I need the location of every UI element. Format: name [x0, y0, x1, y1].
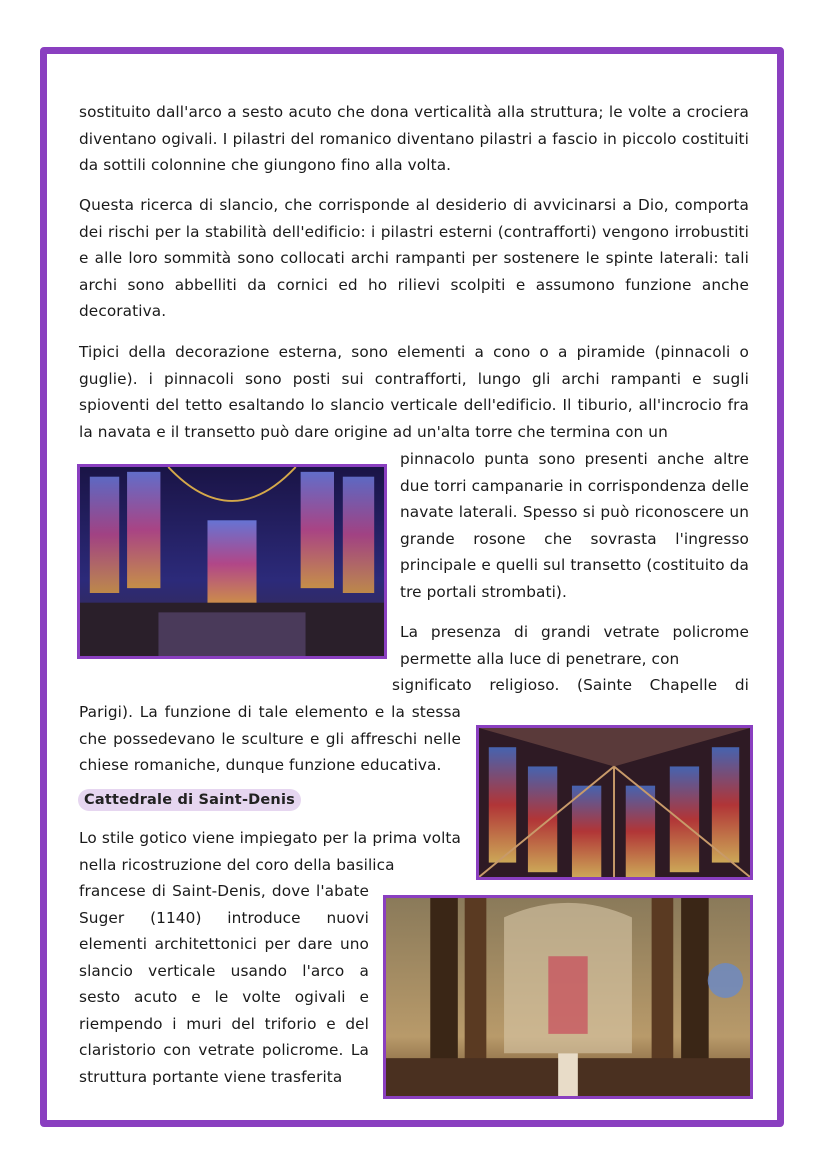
- paragraph-pinnacles: Tipici della decorazione esterna, sono elementi a cono o a piramide (pinnacoli o guglie). i pinnacoli sono posti sui contrafforti, lungo gli archi rampanti e sugli spioventi del tetto esaltando lo slancio verticale dell'edificio. Il tiburio, all'incrocio fra la navata e il transetto può dare origine ad un'alta torre che termina con un: [79, 343, 749, 441]
- paragraph-saint-denis-continued: francese di Saint-Denis, dove l'abate Suger (1140) introduce nuovi elementi architettonici per dare uno slancio verticale usando l'arco a sesto acuto e le volte ogivali e riempendo i muri del triforio e del claristorio con vetrate policrome. La struttura portante viene trasferita: [79, 882, 369, 1086]
- paragraph-stained-glass: La presenza di grandi vetrate policrome permette alla luce di penetrare, con: [400, 623, 749, 668]
- sainte-chapelle-photo: [77, 464, 387, 659]
- vault-stained-glass-photo: [476, 725, 753, 880]
- paragraph-pinnacles-continued: pinnacolo punta sono presenti anche altre due torri campanarie in corrispondenza delle navate laterali. Spesso si può riconoscere un grande rosone che sovrasta l'ingresso principale e quelli sul transetto (costituito da tre portali strombati).: [400, 450, 749, 601]
- saint-denis-nave-photo: [383, 895, 753, 1099]
- paragraph-saint-denis: Lo stile gotico viene impiegato per la prima volta nella ricostruzione del coro della basilica: [79, 829, 461, 874]
- paragraph-pointed-arch: sostituito dall'arco a sesto acuto che dona verticalità alla struttura; le volte a crociera diventano ogivali. I pilastri del romanico diventano pilastri a fascio in piccolo costituiti da sottili colonnine che giungono fino alla volta.: [79, 103, 749, 174]
- paragraph-flying-buttress: Questa ricerca di slancio, che corrisponde al desiderio di avvicinarsi a Dio, comporta dei rischi per la stabilità dell'edificio: i pilastri esterni (contrafforti) vengono irrobustiti e alle loro sommità sono collocati archi rampanti per sostenere le spinte laterali: tali archi sono abbelliti da cornici ed ho rilievi scolpiti e assumono funzione anche decorativa.: [79, 196, 749, 320]
- paragraph-stained-glass-line: significato religioso. (Sainte Chapelle di: [392, 676, 749, 694]
- section-heading-saint-denis: Cattedrale di Saint-Denis: [78, 789, 301, 811]
- paragraph-stained-glass-end: Parigi). La funzione di tale elemento e la stessa che possedevano le sculture e gli affreschi nelle chiese romaniche, dunque funzione educativa.: [79, 703, 461, 774]
